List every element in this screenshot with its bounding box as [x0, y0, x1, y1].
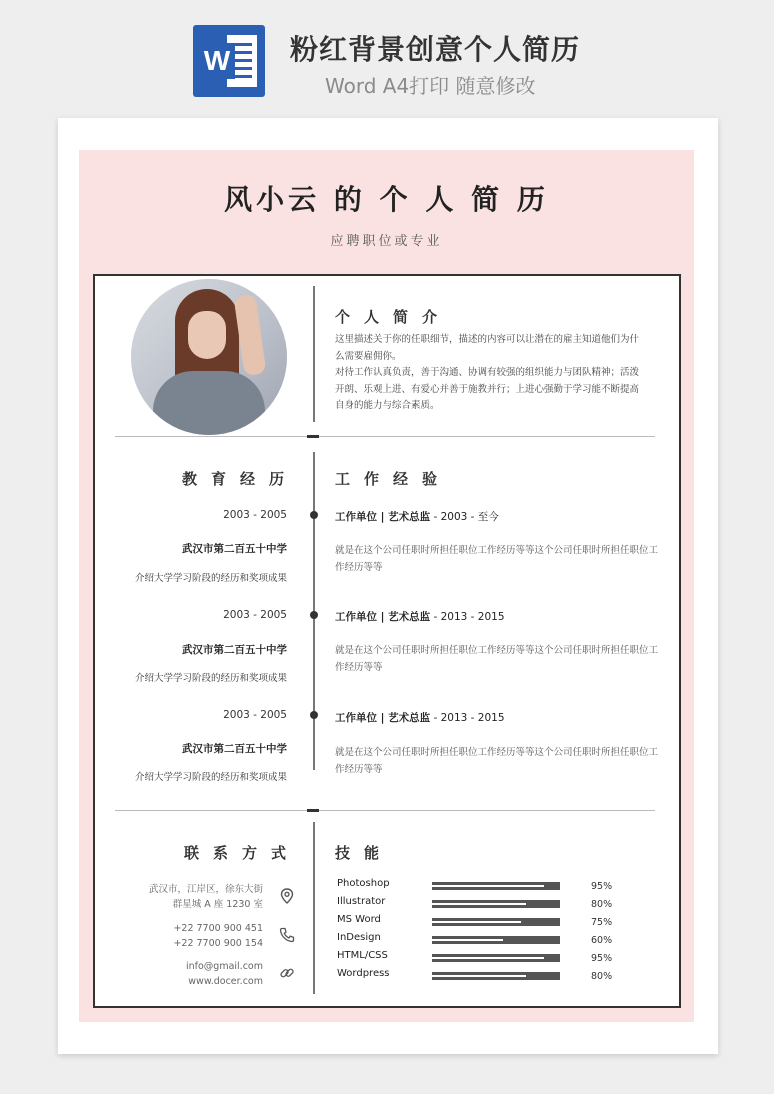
skill-level-bar	[432, 918, 560, 926]
phone-line: +22 7700 900 451	[173, 923, 263, 934]
education-heading: 教育经历	[182, 470, 299, 488]
education-school: 武汉市第二百五十中学	[182, 743, 287, 755]
work-heading: 工作经验	[335, 470, 452, 488]
template-banner	[0, 0, 774, 110]
word-document-icon	[193, 25, 265, 97]
education-desc: 介绍大学学习阶段的经历和奖项成果	[134, 772, 287, 783]
phone-line: +22 7700 900 154	[173, 938, 263, 949]
timeline-dot	[310, 711, 318, 719]
contact-phones	[173, 921, 263, 951]
profile-line: 对待工作认真负责，善于沟通、协调有较强的组织能力与团队精神；活泼	[335, 367, 640, 378]
education-date: 2003 - 2005	[223, 709, 287, 721]
job-date: - 2013 - 2015	[430, 712, 505, 724]
timeline-dot	[310, 611, 318, 619]
education-school: 武汉市第二百五十中学	[182, 543, 287, 555]
profile-line: 么需要雇佣你。	[335, 350, 402, 362]
address-line: 群星城 A 座 1230 室	[172, 899, 263, 910]
resume-position: 应聘职位或专业	[330, 234, 443, 249]
divider-mark-1	[307, 435, 319, 438]
pink-background	[79, 150, 694, 1022]
skill-level-bar	[432, 936, 560, 944]
banner-title: 粉红背景创意个人简历	[290, 33, 581, 66]
education-date: 2003 - 2005	[223, 609, 287, 621]
profile-text	[335, 332, 665, 415]
skill-percent: 60%	[591, 935, 613, 946]
job-desc: 就是在这个公司任职时所担任职位工作经历等等这个公司任职时所担任职位工作经历等等	[335, 645, 659, 673]
skill-level-fill	[432, 921, 521, 923]
divider-vertical-bottom	[313, 822, 315, 994]
profile-photo	[131, 279, 287, 435]
job-desc: 就是在这个公司任职时所担任职位工作经历等等这个公司任职时所担任职位工作经历等等	[335, 545, 659, 573]
banner-subtitle: Word A4打印 随意修改	[325, 74, 536, 98]
education-desc: 介绍大学学习阶段的经历和奖项成果	[134, 573, 287, 584]
phone-icon	[278, 926, 296, 944]
divider-vertical-top	[313, 286, 315, 422]
skill-percent: 75%	[591, 917, 613, 928]
resume-page	[58, 118, 718, 1054]
skill-name: HTML/CSS	[337, 950, 388, 961]
contact-address	[149, 882, 263, 912]
email-link[interactable]: info@gmail.com	[185, 961, 263, 972]
job-title	[335, 609, 505, 624]
skill-name: Illustrator	[337, 896, 386, 907]
education-date: 2003 - 2005	[223, 509, 287, 521]
education-school: 武汉市第二百五十中学	[182, 644, 287, 656]
resume-name-title: 风小云 的 个 人 简 历	[224, 183, 549, 216]
job-title	[335, 710, 505, 725]
skill-percent: 95%	[591, 953, 613, 964]
contact-web	[186, 959, 263, 989]
divider-mark-2	[307, 809, 319, 812]
contact-heading: 联系方式	[184, 844, 301, 862]
profile-line: 自身的能力与综合素质。	[335, 400, 440, 411]
profile-line: 开朗、乐观上进、有爱心并善于施教并行；上进心强勤于学习能不断提高	[335, 383, 640, 395]
job-role: 工作单位 | 艺术总监	[335, 511, 431, 523]
word-letter: W	[199, 43, 235, 79]
job-title	[335, 509, 499, 524]
skill-level-bar	[432, 954, 560, 962]
job-desc: 就是在这个公司任职时所担任职位工作经历等等这个公司任职时所担任职位工作经历等等	[335, 747, 659, 775]
job-role: 工作单位 | 艺术总监	[335, 712, 431, 724]
link-icon	[278, 964, 296, 982]
skill-percent: 95%	[591, 881, 613, 892]
timeline-dot	[310, 511, 318, 519]
job-role: 工作单位 | 艺术总监	[335, 611, 431, 623]
address-line: 武汉市，江岸区，徐东大街	[148, 884, 263, 895]
skill-level-fill	[432, 957, 544, 959]
profile-heading: 个人简介	[335, 308, 452, 326]
job-date: - 2003 - 至今	[430, 511, 499, 523]
location-pin-icon	[278, 887, 296, 905]
resume-content-box	[93, 274, 681, 1008]
skill-level-fill	[432, 939, 503, 941]
skill-level-bar	[432, 882, 560, 890]
skill-name: InDesign	[337, 932, 381, 943]
skill-level-fill	[432, 975, 526, 977]
skill-level-bar	[432, 900, 560, 908]
job-date: - 2013 - 2015	[430, 611, 505, 623]
skill-percent: 80%	[591, 971, 613, 982]
skill-name: MS Word	[337, 914, 381, 925]
skill-percent: 80%	[591, 899, 613, 910]
skill-level-bar	[432, 972, 560, 980]
skill-level-fill	[432, 885, 544, 887]
website-link[interactable]: www.docer.com	[188, 976, 263, 987]
profile-line: 这里描述关于你的任职细节，描述的内容可以让潜在的雇主知道他们为什	[335, 334, 640, 345]
skill-name: Photoshop	[337, 878, 390, 889]
skill-name: Wordpress	[337, 968, 390, 979]
skills-heading: 技能	[335, 844, 394, 862]
divider-horizontal-1	[115, 436, 655, 437]
divider-horizontal-2	[115, 810, 655, 811]
skill-level-fill	[432, 903, 526, 905]
education-desc: 介绍大学学习阶段的经历和奖项成果	[134, 673, 287, 684]
